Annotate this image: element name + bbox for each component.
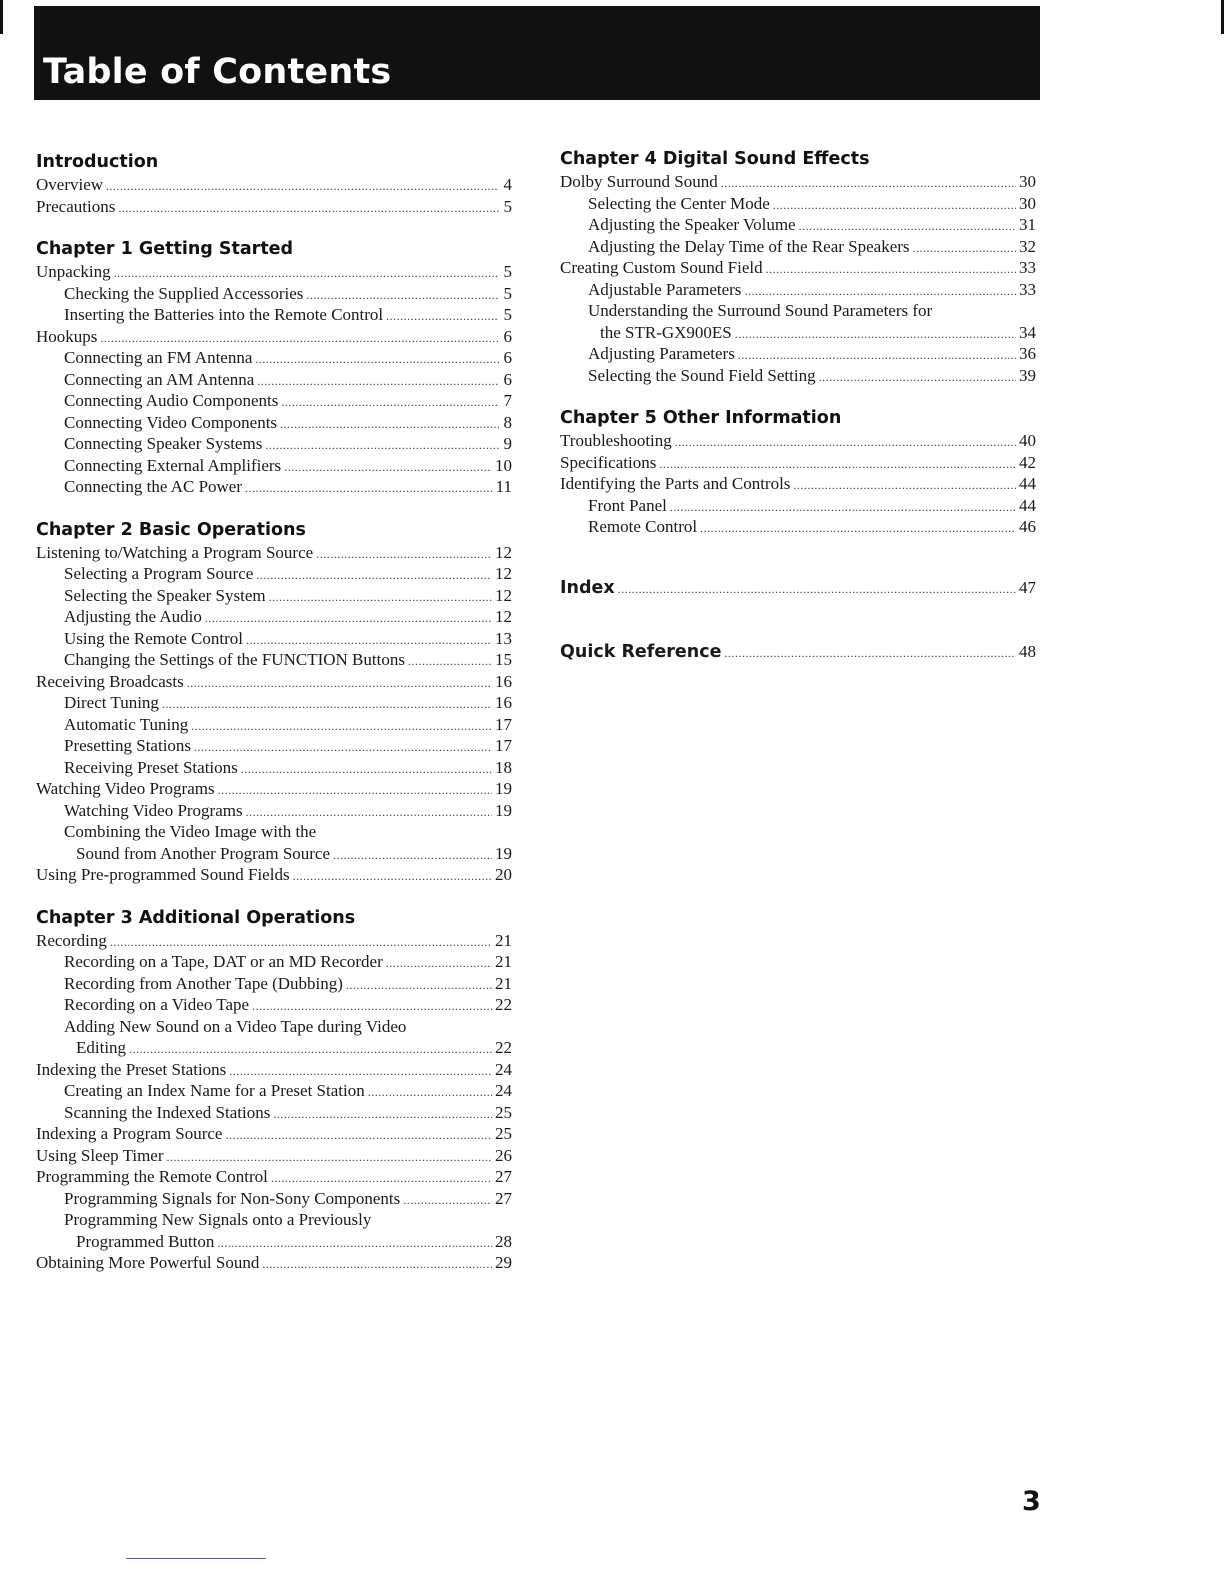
toc-section xyxy=(36,150,512,217)
toc-entry[interactable] xyxy=(36,735,512,757)
toc-entry[interactable] xyxy=(560,257,1036,279)
dot-leader xyxy=(273,1104,492,1126)
toc-entry[interactable] xyxy=(560,452,1036,474)
toc-entry[interactable] xyxy=(36,973,512,995)
toc-entry-page: 16 xyxy=(495,671,512,691)
dot-leader xyxy=(225,1125,492,1147)
toc-entry[interactable] xyxy=(560,473,1036,495)
dot-leader xyxy=(162,694,492,716)
toc-entry[interactable] xyxy=(560,171,1036,193)
toc-entry[interactable] xyxy=(36,412,512,434)
toc-entry-title: Using Pre-programmed Sound Fields xyxy=(36,865,290,884)
toc-entry-page: 7 xyxy=(503,391,512,410)
toc-entry-title: Combining the Video Image with the xyxy=(64,822,317,841)
toc-entry-title: Selecting the Sound Field Setting xyxy=(588,365,816,385)
toc-entry-page: 13 xyxy=(495,628,512,648)
toc-entry-page: 12 xyxy=(495,542,512,562)
toc-entry-title: Watching Video Programs xyxy=(64,800,243,820)
toc-entry-page: 17 xyxy=(495,736,512,755)
toc-entry-title: Adjustable Parameters xyxy=(588,279,742,299)
header-bar xyxy=(34,6,1040,100)
section-title: Chapter 5 Other Information xyxy=(560,408,842,428)
toc-entry[interactable] xyxy=(36,369,512,391)
toc-entry-page: 4 xyxy=(503,175,512,194)
toc-entry-page: 21 xyxy=(495,973,512,993)
dot-leader xyxy=(246,630,492,652)
toc-entry[interactable] xyxy=(560,236,1036,258)
toc-entry[interactable] xyxy=(36,1252,512,1274)
toc-entry-page: 18 xyxy=(495,757,512,777)
toc-entry-page: 27 xyxy=(495,1167,512,1186)
toc-entry[interactable] xyxy=(36,1123,512,1145)
toc-entry[interactable] xyxy=(36,843,512,865)
toc-entry-page: 8 xyxy=(503,412,512,432)
toc-entry-title: Programming Signals for Non-Sony Components xyxy=(64,1188,401,1208)
dot-leader xyxy=(106,176,499,198)
dot-leader xyxy=(114,263,499,285)
section-title: Chapter 1 Getting Started xyxy=(36,239,294,259)
toc-entry-page: 22 xyxy=(495,995,512,1014)
toc-entry-title: Adjusting the Delay Time of the Rear Speakers xyxy=(588,236,910,256)
toc-entry-title: Troubleshooting xyxy=(560,431,672,450)
toc-entry-title: Receiving Broadcasts xyxy=(36,671,184,691)
toc-entry-title: Presetting Stations xyxy=(64,736,192,755)
dot-leader xyxy=(735,324,1016,346)
toc-entry-title: Overview xyxy=(36,175,104,194)
dot-leader xyxy=(293,866,492,888)
toc-entry-page: 36 xyxy=(1019,344,1036,363)
dot-leader xyxy=(793,475,1016,497)
dot-leader xyxy=(218,780,492,802)
toc-entry-page: 6 xyxy=(503,369,512,389)
toc-entry-title: Recording on a Tape, DAT or an MD Recorder xyxy=(64,952,383,971)
toc-entry-title: Inserting the Batteries into the Remote Control xyxy=(64,305,384,324)
toc-entry-title: Specifications xyxy=(560,452,657,472)
toc-entry-title: Checking the Supplied Accessories xyxy=(64,283,304,303)
toc-entry-page: 25 xyxy=(495,1124,512,1143)
toc-entry[interactable] xyxy=(560,300,1036,322)
toc-entry-page: 19 xyxy=(495,843,512,863)
toc-entry-page: 42 xyxy=(1019,452,1036,472)
section-title: Chapter 4 Digital Sound Effects xyxy=(560,149,870,169)
dot-leader xyxy=(333,845,492,867)
toc-entry-page: 25 xyxy=(495,1102,512,1122)
toc-entry[interactable] xyxy=(36,649,512,671)
toc-entry[interactable] xyxy=(560,638,1036,666)
toc-entry-page: 12 xyxy=(495,564,512,583)
dot-leader xyxy=(269,587,492,609)
toc-entry-page: 29 xyxy=(495,1253,512,1272)
page-title: Table of Contents xyxy=(43,52,392,92)
dot-leader xyxy=(100,328,499,350)
dot-leader xyxy=(799,216,1016,238)
toc-entry[interactable] xyxy=(560,193,1036,215)
toc-entry-title: Remote Control xyxy=(588,517,698,536)
toc-entry[interactable] xyxy=(560,574,1036,602)
toc-entry[interactable] xyxy=(36,930,512,952)
dot-leader xyxy=(129,1039,492,1061)
toc-entry[interactable] xyxy=(36,692,512,714)
toc-entry[interactable] xyxy=(36,326,512,348)
toc-entry-page: 5 xyxy=(503,305,512,324)
dot-leader xyxy=(386,953,492,975)
toc-entry-page: 6 xyxy=(503,326,512,346)
toc-section xyxy=(560,147,1036,386)
toc-entry-title: Indexing a Program Source xyxy=(36,1124,223,1143)
toc-entry[interactable] xyxy=(560,322,1036,344)
toc-entry-title: Listening to/Watching a Program Source xyxy=(36,542,314,562)
dot-leader xyxy=(670,497,1016,519)
toc-entry-page: 22 xyxy=(495,1038,512,1057)
toc-entry[interactable] xyxy=(36,174,512,196)
dot-leader xyxy=(306,285,499,307)
dot-leader xyxy=(245,478,493,500)
toc-entry-page: 16 xyxy=(495,693,512,712)
toc-entry[interactable] xyxy=(36,261,512,283)
dot-leader xyxy=(675,432,1016,454)
toc-entry-page: 33 xyxy=(1019,279,1036,299)
toc-entry-title: Connecting Audio Components xyxy=(64,391,279,410)
dot-leader xyxy=(738,345,1016,367)
dot-leader xyxy=(229,1061,492,1083)
section-title: Chapter 2 Basic Operations xyxy=(36,519,306,540)
toc-entry-title: Connecting an FM Antenna xyxy=(64,348,253,367)
toc-entry[interactable] xyxy=(36,196,512,218)
toc-entry-page: 12 xyxy=(495,607,512,626)
dot-leader xyxy=(386,306,499,328)
toc-entry-title: Creating Custom Sound Field xyxy=(560,258,763,277)
right-column xyxy=(560,147,1036,666)
toc-entry-title: the STR-GX900ES xyxy=(600,322,732,342)
toc-entry-title: Editing xyxy=(76,1038,127,1057)
toc-entry-page: 24 xyxy=(495,1059,512,1079)
toc-entry[interactable] xyxy=(36,671,512,693)
toc-entry[interactable] xyxy=(560,365,1036,387)
toc-entry-title: Connecting Speaker Systems xyxy=(64,434,263,453)
dot-leader xyxy=(744,281,1016,303)
toc-entry-title: Selecting the Speaker System xyxy=(64,585,266,605)
dot-leader xyxy=(252,996,492,1018)
toc-entry-page: 44 xyxy=(1019,495,1036,515)
toc-entry-title: Scanning the Indexed Stations xyxy=(64,1102,271,1122)
toc-entry-page: 33 xyxy=(1019,258,1036,277)
toc-entry[interactable] xyxy=(36,1037,512,1059)
toc-entry-title: Recording from Another Tape (Dubbing) xyxy=(64,973,343,993)
toc-entry[interactable] xyxy=(36,606,512,628)
toc-entry[interactable] xyxy=(560,430,1036,452)
toc-entry-page: 26 xyxy=(495,1145,512,1165)
toc-entry-title: Adjusting Parameters xyxy=(588,344,735,363)
toc-entry[interactable] xyxy=(36,455,512,477)
toc-entry-title: Connecting External Amplifiers xyxy=(64,455,282,475)
toc-standalone-section xyxy=(560,638,1036,666)
toc-entry[interactable] xyxy=(36,476,512,498)
toc-entry-title: Adjusting the Speaker Volume xyxy=(588,215,796,234)
toc-entry[interactable] xyxy=(36,585,512,607)
toc-entry[interactable] xyxy=(36,1059,512,1081)
dot-leader xyxy=(217,1233,492,1255)
toc-entry[interactable] xyxy=(36,778,512,800)
toc-entry-page: 10 xyxy=(495,455,512,475)
toc-entry-title: Connecting Video Components xyxy=(64,412,278,432)
toc-entry-page: 21 xyxy=(495,930,512,950)
toc-entry-page: 6 xyxy=(503,348,512,367)
toc-entry-title: Changing the Settings of the FUNCTION Buttons xyxy=(64,650,405,669)
toc-entry-title: Connecting the AC Power xyxy=(64,477,243,496)
dot-leader xyxy=(724,639,1016,667)
toc-entry[interactable] xyxy=(36,800,512,822)
dot-leader xyxy=(257,371,499,393)
toc-entry[interactable] xyxy=(36,628,512,650)
toc-entry-title: Recording on a Video Tape xyxy=(64,995,250,1014)
toc-entry-title: Creating an Index Name for a Preset Station xyxy=(64,1081,365,1100)
toc-entry[interactable] xyxy=(36,994,512,1016)
toc-section xyxy=(36,237,512,498)
toc-entry-page: 34 xyxy=(1019,322,1036,342)
dot-leader xyxy=(773,195,1016,217)
toc-entry-page: 17 xyxy=(495,714,512,734)
toc-section xyxy=(36,518,512,886)
dot-leader xyxy=(819,367,1016,389)
toc-entry[interactable] xyxy=(36,563,512,585)
toc-entry[interactable] xyxy=(36,757,512,779)
toc-entry-title: Precautions xyxy=(36,196,116,216)
toc-entry-page: 19 xyxy=(495,800,512,820)
toc-entry[interactable] xyxy=(560,343,1036,365)
dot-leader xyxy=(246,802,492,824)
dot-leader xyxy=(191,716,492,738)
toc-entry-title: Automatic Tuning xyxy=(64,714,189,734)
toc-entry-page: 30 xyxy=(1019,172,1036,191)
toc-entry-page: 48 xyxy=(1019,641,1036,661)
dot-leader xyxy=(271,1168,492,1190)
toc-entry-title: Indexing the Preset Stations xyxy=(36,1059,227,1079)
dot-leader xyxy=(766,259,1016,281)
toc-entry-title: Watching Video Programs xyxy=(36,779,215,798)
toc-entry-title: Front Panel xyxy=(588,495,667,515)
toc-entry-title: Selecting a Program Source xyxy=(64,564,254,583)
page-number: 3 xyxy=(1022,1486,1041,1517)
dot-leader xyxy=(721,173,1016,195)
toc-entry-page: 11 xyxy=(495,477,512,496)
toc-entry-title: Using the Remote Control xyxy=(64,628,243,648)
toc-entry[interactable] xyxy=(36,951,512,973)
dot-leader xyxy=(281,392,499,414)
dot-leader xyxy=(284,457,492,479)
dot-leader xyxy=(659,454,1016,476)
footer-rule xyxy=(126,1558,266,1559)
toc-entry[interactable] xyxy=(36,1166,512,1188)
toc-entry-title: Direct Tuning xyxy=(64,693,159,712)
toc-entry[interactable] xyxy=(36,1102,512,1124)
toc-entry[interactable] xyxy=(36,714,512,736)
toc-entry-title: Using Sleep Timer xyxy=(36,1145,164,1165)
toc-entry[interactable] xyxy=(36,821,512,843)
toc-entry-page: 30 xyxy=(1019,193,1036,213)
toc-entry-page: 27 xyxy=(495,1188,512,1208)
toc-entry-page: 39 xyxy=(1019,365,1036,385)
toc-entry-title: Hookups xyxy=(36,326,98,346)
toc-entry-page: 5 xyxy=(503,196,512,216)
dot-leader xyxy=(256,565,492,587)
toc-entry[interactable] xyxy=(36,1016,512,1038)
dot-leader xyxy=(167,1147,492,1169)
dot-leader xyxy=(700,518,1016,540)
toc-entry-title: Sound from Another Program Source xyxy=(76,843,331,863)
section-title: Introduction xyxy=(36,152,159,172)
toc-entry-title: Programming New Signals onto a Previously xyxy=(64,1210,372,1229)
toc-entry-title: Selecting the Center Mode xyxy=(588,193,770,213)
toc-entry[interactable] xyxy=(36,304,512,326)
toc-entry-title: Unpacking xyxy=(36,262,111,281)
toc-entry-page: 12 xyxy=(495,585,512,605)
dot-leader xyxy=(205,608,492,630)
toc-entry-page: 20 xyxy=(495,865,512,884)
dot-leader xyxy=(913,238,1016,260)
toc-entry-title: Programmed Button xyxy=(76,1231,215,1251)
section-title: Chapter 3 Additional Operations xyxy=(36,907,356,928)
toc-entry-title: Adjusting the Audio xyxy=(64,607,202,626)
toc-entry[interactable] xyxy=(36,283,512,305)
toc-entry-page: 32 xyxy=(1019,236,1036,256)
dot-leader xyxy=(316,544,492,566)
toc-entry-title: Connecting an AM Antenna xyxy=(64,369,255,389)
dot-leader xyxy=(403,1190,492,1212)
left-column xyxy=(36,150,512,1294)
toc-entry[interactable] xyxy=(560,516,1036,538)
dot-leader xyxy=(187,673,492,695)
dot-leader xyxy=(241,759,492,781)
toc-entry-page: 44 xyxy=(1019,474,1036,493)
dot-leader xyxy=(618,575,1016,603)
toc-entry-title: Receiving Preset Stations xyxy=(64,757,238,777)
toc-entry-title: Adding New Sound on a Video Tape during Video xyxy=(64,1016,407,1036)
toc-entry-title: Obtaining More Powerful Sound xyxy=(36,1253,260,1272)
toc-entry-page: 5 xyxy=(503,283,512,303)
toc-entry-page: 31 xyxy=(1019,215,1036,234)
toc-entry-title: Quick Reference xyxy=(560,641,722,662)
dot-leader xyxy=(368,1082,492,1104)
dot-leader xyxy=(408,651,492,673)
toc-entry[interactable] xyxy=(36,1145,512,1167)
toc-entry-title: Identifying the Parts and Controls xyxy=(560,474,791,493)
toc-entry[interactable] xyxy=(36,1231,512,1253)
toc-entry-page: 9 xyxy=(503,434,512,453)
toc-entry[interactable] xyxy=(36,1080,512,1102)
toc-entry-page: 40 xyxy=(1019,431,1036,450)
dot-leader xyxy=(265,435,499,457)
toc-entry-title: Dolby Surround Sound xyxy=(560,172,718,191)
toc-entry-page: 5 xyxy=(503,262,512,281)
dot-leader xyxy=(346,975,492,997)
toc-section xyxy=(36,906,512,1274)
dot-leader xyxy=(280,414,499,436)
toc-entry-title: Programming the Remote Control xyxy=(36,1167,268,1186)
dot-leader xyxy=(255,349,499,371)
toc-entry[interactable] xyxy=(36,864,512,886)
toc-entry-title: Understanding the Surround Sound Parameters for xyxy=(588,301,933,320)
toc-entry[interactable] xyxy=(36,1188,512,1210)
toc-entry-page: 24 xyxy=(495,1081,512,1100)
toc-standalone-section xyxy=(560,574,1036,602)
toc-entry[interactable] xyxy=(36,347,512,369)
toc-entry-page: 15 xyxy=(495,650,512,669)
dot-leader xyxy=(262,1254,492,1276)
toc-entry-page: 19 xyxy=(495,779,512,798)
toc-entry[interactable] xyxy=(560,279,1036,301)
dot-leader xyxy=(194,737,492,759)
dot-leader xyxy=(118,198,499,220)
dot-leader xyxy=(110,932,492,954)
toc-entry-page: 47 xyxy=(1019,577,1036,597)
toc-entry[interactable] xyxy=(36,542,512,564)
left-edge-mark xyxy=(0,0,3,34)
toc-entry-title: Index xyxy=(560,577,615,598)
toc-entry[interactable] xyxy=(560,495,1036,517)
toc-entry-page: 46 xyxy=(1019,517,1036,536)
toc-entry[interactable] xyxy=(36,433,512,455)
toc-section xyxy=(560,406,1036,538)
toc-entry-page: 28 xyxy=(495,1231,512,1251)
toc-entry[interactable] xyxy=(560,214,1036,236)
toc-entry[interactable] xyxy=(36,390,512,412)
toc-entry-page: 21 xyxy=(495,952,512,971)
toc-entry-title: Recording xyxy=(36,930,107,950)
toc-entry[interactable] xyxy=(36,1209,512,1231)
